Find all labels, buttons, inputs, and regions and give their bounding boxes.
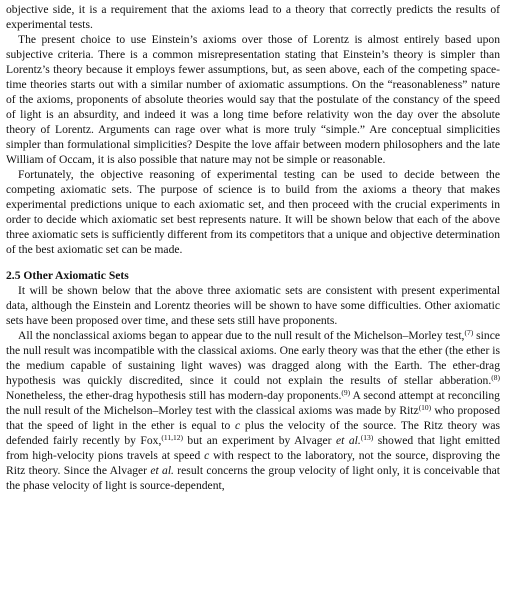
citation-ref: (9) — [341, 388, 351, 397]
italic-text: et al. — [336, 434, 361, 447]
paragraph: objective side, it is a requirement that the axioms lead to a theory that correctly predicts the results of experimental tests. — [6, 3, 500, 31]
paragraph: It will be shown below that the above three axiomatic sets are consistent with present experimental data, although the Einstein and Lorentz theories will be shown to have some difficulties. Other axiomatic sets have been proposed over time, and these sets still have proponents. — [6, 284, 500, 327]
section-heading: 2.5 Other Axiomatic Sets — [6, 269, 129, 282]
paragraph: Fortunately, the objective reasoning of experimental testing can be used to decide between the competing axiomatic sets. The purpose of science is to build from the axioms a theory that makes experimental predictions unique to each axiomatic set, and then proceed with the crucial experiments in order to decide which axiomatic set best represents nature. It will be shown below that each of the above three axiomatic sets is sufficiently different from its competitors that a unique and objective determination of the best axiomatic set can be made. — [6, 168, 500, 256]
paragraph: The present choice to use Einstein’s axioms over those of Lorentz is almost entirely based upon subjective criteria. There is a common misrepresentation stating that Einstein’s theory is simpler than Lorentz’s theory because it employs fewer assumptions, but, as seen above, each of the competing space-time theories starts out with a similar number of axiomatic assumptions. On the “reasonableness” nature of the axioms, proponents of absolute theories would say that the postulate of the constancy of the speed of light is an absurdity, and indeed it was a long time before relativity won the day over the absolute theory of Lorentz. Arguments can rage over what is more truly “simple.” Are conceptual simplicities simpler than formulational simplicities? Despite the love affair between modern philosophers and the late William of Occam, it is also possible that nature may not be simple or reasonable. — [6, 33, 500, 166]
citation-ref: (7) — [464, 328, 474, 337]
citation-ref: (10) — [418, 403, 432, 412]
citation-ref: (11,12) — [161, 433, 183, 442]
citation-ref: (8) — [491, 373, 500, 382]
italic-text: c — [204, 449, 210, 462]
paragraph: All the nonclassical axioms began to appear due to the null result of the Michelson–Morley test,$^{(7)}$ since the null result was incompatible with the classical axioms. One early theory was that the ether (the ether is the medium capable of sustaining light waves) was dragged along with the Earth. The ether-drag hypothesis was quickly discredited, since it could not explain the results of stellar abberation.$^{(8)}$ Nonetheless, the ether-drag hypothesis still has modern-day proponents.$^{(9)}$ A second attempt at reconciling the null result of the Michelson–Morley test with the classical axioms was made by Ritz$^{(10)}$ who proposed that the speed of light in the ether is equal to c plus the velocity of the source. The Ritz theory was defended fairly recently by Fox,$^{(11,12)}$ but an experiment by Alvager et al.$^{(13)}$ showed that light emitted from high-velocity pions travels at speed c with respect to the laboratory, not the source, disproving the Ritz theory. Since the Alvager et al. result concerns the group velocity of light only, it is conceivable that the phase velocity of light is source-dependent, — [6, 328, 501, 492]
italic-text: et al. — [150, 464, 174, 477]
citation-ref: (13) — [360, 433, 374, 442]
intro-paragraphs — [6, 2, 500, 257]
section-paragraphs — [6, 283, 500, 493]
italic-text: c — [235, 419, 241, 432]
